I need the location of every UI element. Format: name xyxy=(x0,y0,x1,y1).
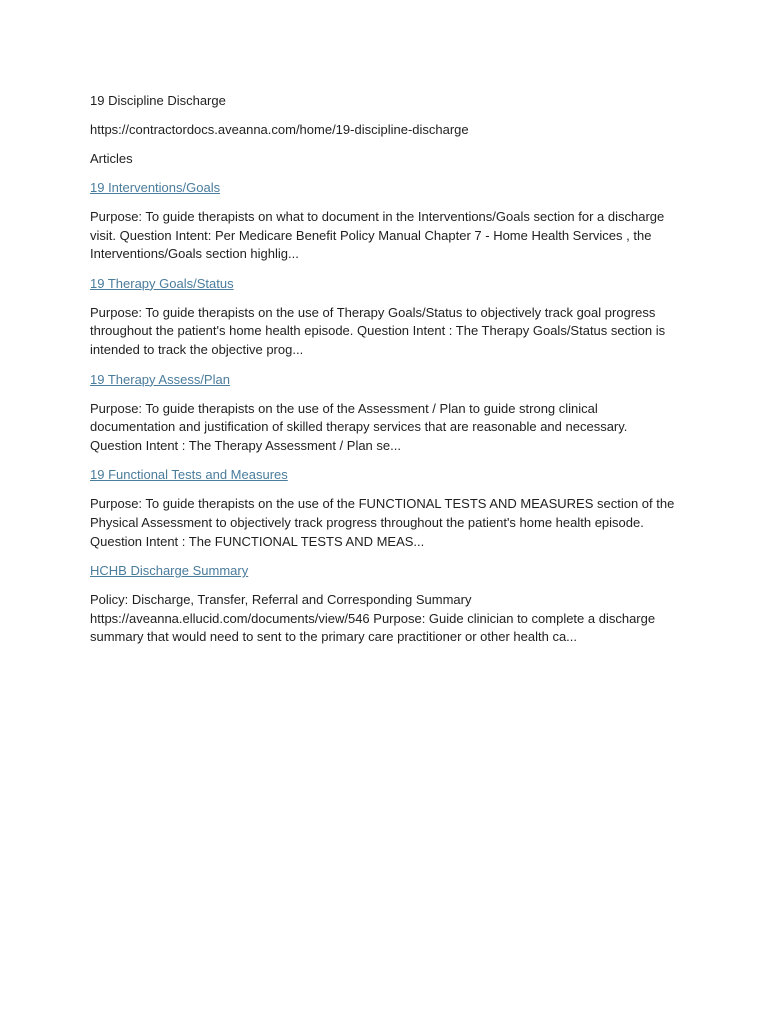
articles-heading: Articles xyxy=(90,151,133,166)
article-link-functional-tests-measures[interactable]: 19 Functional Tests and Measures xyxy=(90,467,288,483)
article-item xyxy=(90,179,680,264)
page-title: 19 Discipline Discharge xyxy=(90,93,226,108)
article-summary: Policy: Discharge, Transfer, Referral and Corresponding Summary https://aveanna.ellucid.com/documents/view/546 Purpose: Guide clinician to complete a discharge summary that would need to sent to the primary care practitioner or other health ca... xyxy=(90,592,656,645)
article-summary: Purpose: To guide therapists on the use of the Assessment / Plan to guide strong clinical documentation and justification of skilled therapy services that are reasonable and necessary. Question Intent : The Therapy Assessment / Plan se... xyxy=(90,400,628,453)
article-link-hchb-discharge-summary[interactable]: HCHB Discharge Summary xyxy=(90,563,249,579)
article-item xyxy=(90,466,680,551)
article-summary: Purpose: To guide therapists on the use of the FUNCTIONAL TESTS AND MEASURES section of the Physical Assessment to objectively track progress throughout the patient's home health episode. Question Intent : The FUNCTIONAL TESTS AND MEAS... xyxy=(90,496,675,549)
article-link-interventions-goals[interactable]: 19 Interventions/Goals xyxy=(90,180,221,195)
article-summary: Purpose: To guide therapists on the use of Therapy Goals/Status to objectively track goal progress throughout the patient's home health episode. Question Intent : The Therapy Goals/Status section is intended to track the objective prog... xyxy=(90,304,666,357)
page-url: https://contractordocs.aveanna.com/home/19-discipline-discharge xyxy=(90,122,469,137)
article-item xyxy=(90,371,680,456)
article-summary: Purpose: To guide therapists on what to document in the Interventions/Goals section for a discharge visit. Question Intent: Per Medicare Benefit Policy Manual Chapter 7 - Home Health Services , the Interventions/Goals section highlig... xyxy=(90,209,665,262)
article-link-therapy-goals-status[interactable]: 19 Therapy Goals/Status xyxy=(90,275,234,291)
article-link-therapy-assess-plan[interactable]: 19 Therapy Assess/Plan xyxy=(90,371,230,387)
article-item xyxy=(90,562,680,647)
article-item xyxy=(90,275,680,360)
document-page xyxy=(90,92,680,658)
